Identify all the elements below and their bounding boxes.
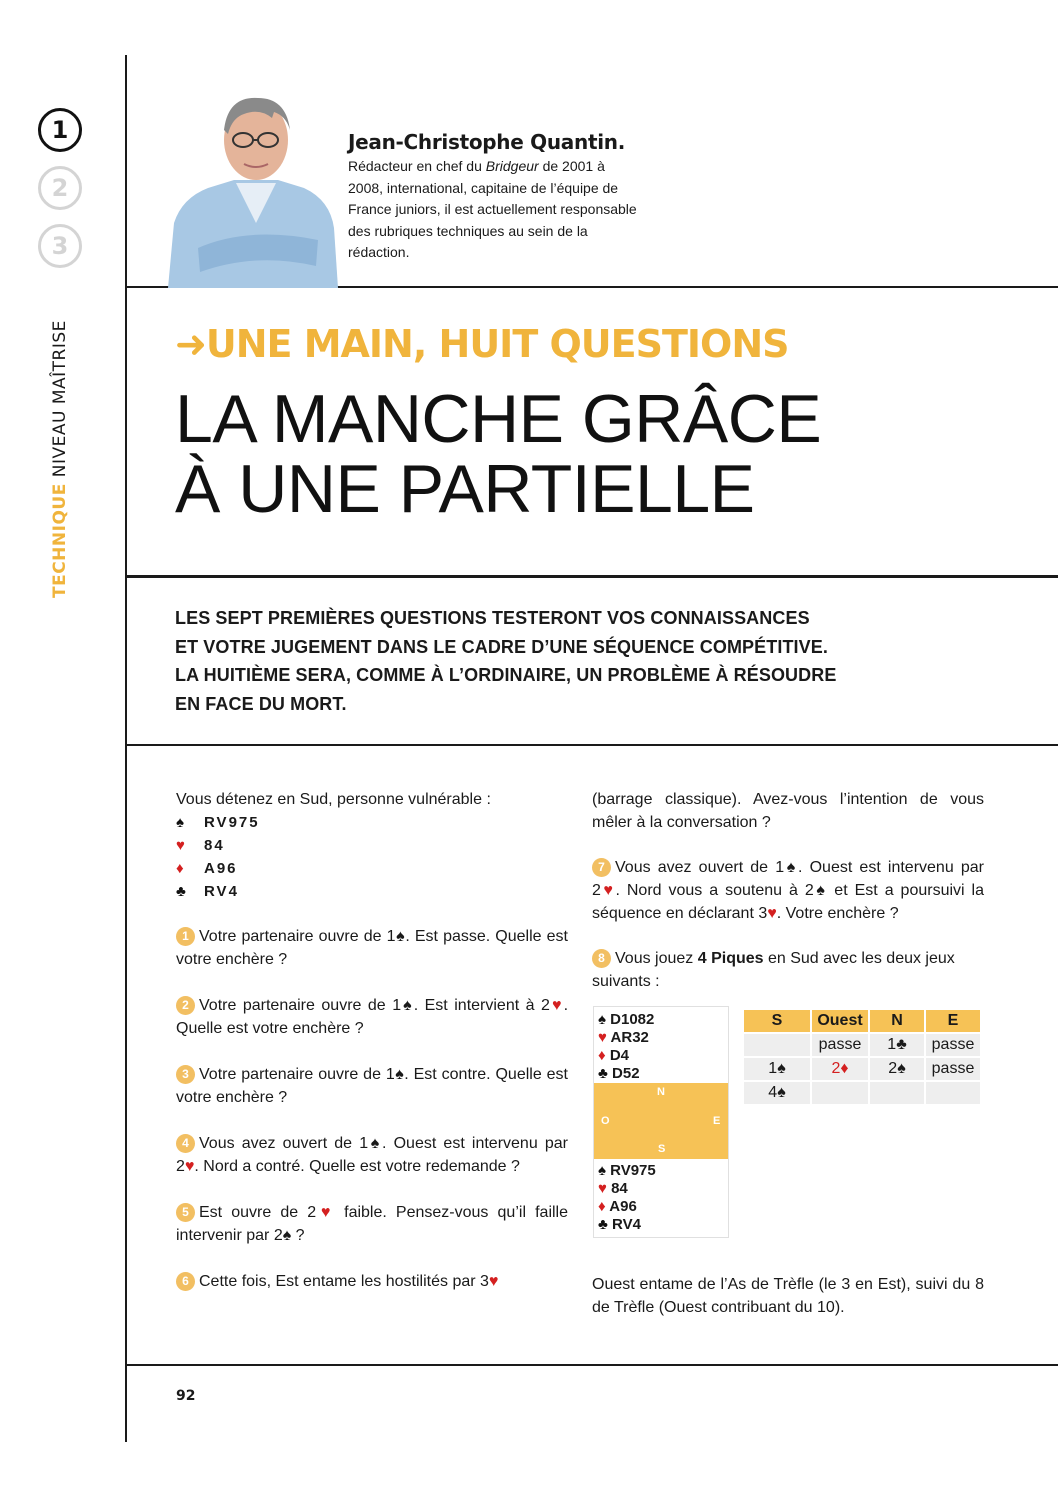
margin-rule	[125, 55, 127, 1442]
bidding-row: 4♠	[744, 1082, 980, 1104]
bidding-table	[742, 1008, 982, 1106]
intro-divider	[127, 744, 1058, 746]
heart-icon: ♥	[598, 1180, 607, 1197]
opening-lead-text: Ouest entame de l’As de Trèfle (le 3 en Est), suivi du 8 de Trèfle (Ouest contribuant du 10).	[592, 1276, 984, 1316]
author-name: Jean-Christophe Quantin.	[348, 130, 625, 154]
deal-diagram	[593, 1006, 729, 1238]
compass-south: S	[658, 1143, 666, 1155]
left-column	[176, 788, 568, 1293]
question-7: 7 Vous avez ouvert de 1♠. Ouest est intervenu par 2♥. Nord vous a soutenu à 2♠ et Est a poursuivi la séquence en déclarant 3♥. Votre enchère ?	[592, 859, 985, 922]
heart-icon: ♥	[488, 1273, 499, 1290]
south-hand: ♠ RV975 ♥ 84 ♦ A96 ♣ RV4	[176, 811, 568, 903]
level-1-badge: 1	[38, 108, 82, 152]
page-number: 92	[176, 1388, 196, 1404]
compass-west: O	[601, 1115, 610, 1127]
diamond-icon: ♦	[176, 860, 186, 877]
article-title: LA MANCHE GRÂCE À UNE PARTIELLE	[175, 381, 822, 527]
diamond-icon: ♦	[598, 1198, 606, 1215]
question-6: 6 Cette fois, Est entame les hostilités par 3♥	[176, 1270, 568, 1293]
header-east: E	[926, 1010, 980, 1032]
north-hand: ♠ D1082 ♥ AR32 ♦ D4 ♣ D52	[598, 1011, 655, 1082]
level-2-badge: 2	[38, 166, 82, 210]
question-1: 1 Votre partenaire ouvre de 1♠. Est passe. Quelle est votre enchère ?	[176, 928, 568, 968]
question-5: 5 Est ouvre de 2♥ faible. Pensez-vous qu’il faille intervenir par 2♠ ?	[176, 1204, 569, 1244]
question-2: 2 Votre partenaire ouvre de 1♠. Est intervient à 2♥. Quelle est votre enchère ?	[176, 997, 569, 1037]
arrow-right-icon: ➜	[175, 322, 206, 366]
heart-icon: ♥	[184, 1158, 195, 1175]
diamond-icon: ♦	[598, 1047, 606, 1064]
compass-north: N	[657, 1086, 665, 1098]
heart-icon: ♥	[767, 905, 777, 922]
club-icon: ♣	[598, 1065, 608, 1082]
south-hand-diagram: ♠ RV975 ♥ 84 ♦ A96 ♣ RV4	[598, 1162, 656, 1233]
lead-text: Vous détenez en Sud, personne vulnérable :	[176, 791, 491, 808]
spade-icon: ♠	[598, 1011, 606, 1028]
right-column	[592, 788, 984, 993]
level-label: NIVEAU MAÎTRISE	[50, 320, 70, 478]
section-label	[50, 320, 70, 598]
heart-icon: ♥	[549, 997, 564, 1014]
question-6-continued: (barrage classique). Avez-vous l’intention de vous mêler à la conversation ?	[592, 791, 984, 831]
compass-east: E	[713, 1115, 721, 1127]
bidding-header-row	[744, 1010, 980, 1032]
bidding-row: 1♠ 2♦ 2♠ passe	[744, 1058, 980, 1080]
question-8: 8 Vous jouez 4 Piques en Sud avec les deux jeux suivants :	[592, 950, 955, 990]
spade-icon: ♠	[176, 814, 186, 831]
header-west: Ouest	[812, 1010, 868, 1032]
author-bio: Rédacteur en chef du Bridgeur de 2001 à 2008, international, capitaine de l’équipe de France juniors, il est actuellement responsable des rubriques techniques au sein de la rédaction.	[348, 158, 637, 260]
footer-divider	[127, 1364, 1058, 1366]
spade-icon: ♠	[598, 1162, 606, 1179]
heart-icon: ♥	[176, 837, 187, 854]
level-3-badge: 3	[38, 224, 82, 268]
category-label: TECHNIQUE	[50, 483, 70, 598]
bidding-row: passe 1♣ passe	[744, 1034, 980, 1056]
title-divider	[127, 575, 1058, 578]
author-portrait	[168, 88, 338, 288]
heart-icon: ♥	[598, 1029, 607, 1046]
club-icon: ♣	[176, 883, 188, 900]
club-icon: ♣	[598, 1216, 608, 1233]
compass-box	[594, 1083, 728, 1159]
article-intro: LES SEPT PREMIÈRES QUESTIONS TESTERONT VOS CONNAISSANCES ET VOTRE JUGEMENT DANS LE CADRE D’UNE SÉQUENCE COMPÉTITIVE. LA HUITIÈME SERA, COMME À L’ORDINAIRE, UN PROBLÈME À RÉSOUDRE EN FACE DU MORT.	[175, 608, 837, 714]
header-south: S	[744, 1010, 810, 1032]
question-3: 3 Votre partenaire ouvre de 1♠. Est contre. Quelle est votre enchère ?	[176, 1066, 568, 1106]
article-kicker: ➜UNE MAIN, HUIT QUESTIONS	[175, 322, 789, 366]
heart-icon: ♥	[316, 1204, 336, 1221]
question-4: 4 Vous avez ouvert de 1♠. Ouest est intervenu par 2♥. Nord a contré. Quelle est votre redemande ?	[176, 1135, 568, 1175]
header-north: N	[870, 1010, 924, 1032]
heart-icon: ♥	[600, 882, 616, 899]
